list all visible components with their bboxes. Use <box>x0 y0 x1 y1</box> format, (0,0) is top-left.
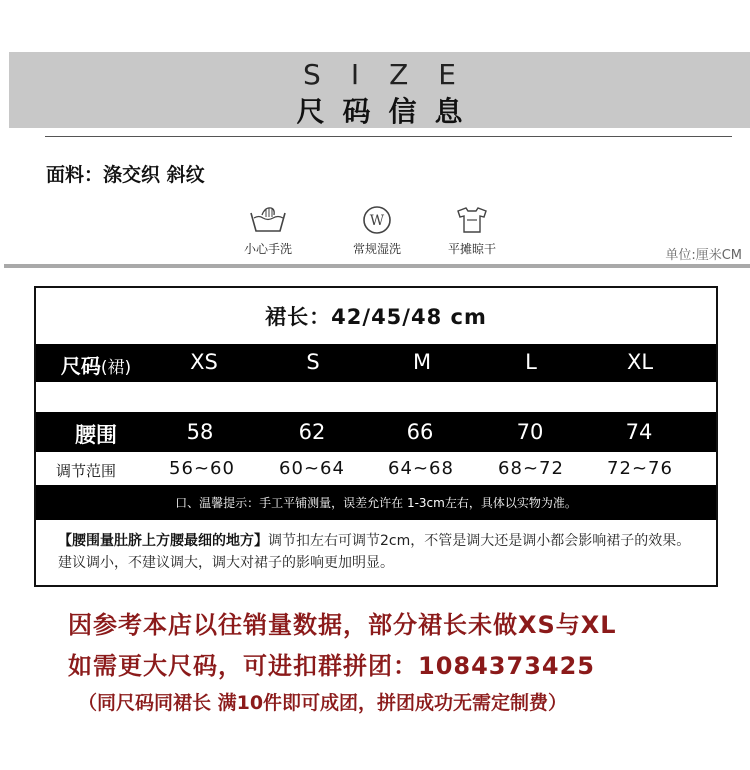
divider-thick <box>4 264 750 268</box>
divider <box>45 136 732 137</box>
notice-line-2: 如需更大尺码，可进扣群拼团：1084373425 <box>68 652 595 680</box>
fabric-info: 面料：涤交织 斜纹 <box>46 164 205 186</box>
waist-note <box>58 530 698 574</box>
waist-value: 74 <box>625 420 653 444</box>
regular-wet-clean-icon <box>361 205 393 235</box>
notice-line-3: （同尺码同裙长 满10件即可成团，拼团成功无需定制费） <box>78 692 568 714</box>
care-item-wet-clean <box>337 205 417 257</box>
size-xl: XL <box>626 350 654 374</box>
size-l: L <box>525 350 537 374</box>
adjust-value: 64~68 <box>388 458 454 479</box>
size-header-row <box>36 344 716 382</box>
notice-line-1: 因参考本店以往销量数据，部分裙长未做XS与XL <box>68 611 617 639</box>
svg-text:W: W <box>369 213 385 229</box>
banner-title: SIZE <box>303 58 486 91</box>
care-label: 平摊晾干 <box>447 242 496 256</box>
size-header-label <box>36 350 156 379</box>
waist-value: 66 <box>406 420 434 444</box>
adjust-value: 72~76 <box>607 458 673 479</box>
size-banner <box>9 52 750 128</box>
waist-note-text: 调节扣左右可调节2cm，不管是调大还是调小都会影响裙子的效果。建议调小，不建议调大，调大对裙子的影响更加明显。 <box>58 533 691 571</box>
adjust-label: 调节范围 <box>55 462 116 480</box>
size-xs: XS <box>190 350 218 374</box>
unit-label: 单位:厘米CM <box>665 248 742 263</box>
banner-subtitle: 尺码信息 <box>296 95 481 128</box>
adjust-value: 60~64 <box>279 458 345 479</box>
waist-row <box>36 412 716 452</box>
waist-label: 腰围 <box>75 423 117 447</box>
hand-wash-icon <box>247 205 289 235</box>
care-item-flat-dry <box>432 205 512 257</box>
measurement-tip: 口、温馨提示：手工平铺测量，误差允许在 1-3cm左右，具体以实物为准。 <box>36 485 716 520</box>
size-label-text: 尺码 <box>60 354 101 378</box>
waist-value: 70 <box>516 420 544 444</box>
size-m: M <box>412 350 432 374</box>
adjust-value: 68~72 <box>498 458 564 479</box>
size-s: S <box>306 350 320 374</box>
blank-row <box>36 382 716 412</box>
flat-dry-icon <box>454 205 490 235</box>
care-label: 常规湿洗 <box>352 242 401 256</box>
waist-value: 58 <box>186 420 214 444</box>
waist-value: 62 <box>298 420 326 444</box>
care-item-hand-wash <box>228 205 308 257</box>
skirt-length: 裙长：42/45/48 cm <box>265 305 487 329</box>
adjust-value: 56~60 <box>169 458 235 479</box>
waist-note-bold: 【腰围量肚脐上方腰最细的地方】 <box>58 533 268 549</box>
care-label: 小心手洗 <box>243 242 292 256</box>
adjust-row <box>36 452 716 485</box>
size-table <box>34 286 718 587</box>
size-label-suffix: (裙) <box>100 358 132 378</box>
